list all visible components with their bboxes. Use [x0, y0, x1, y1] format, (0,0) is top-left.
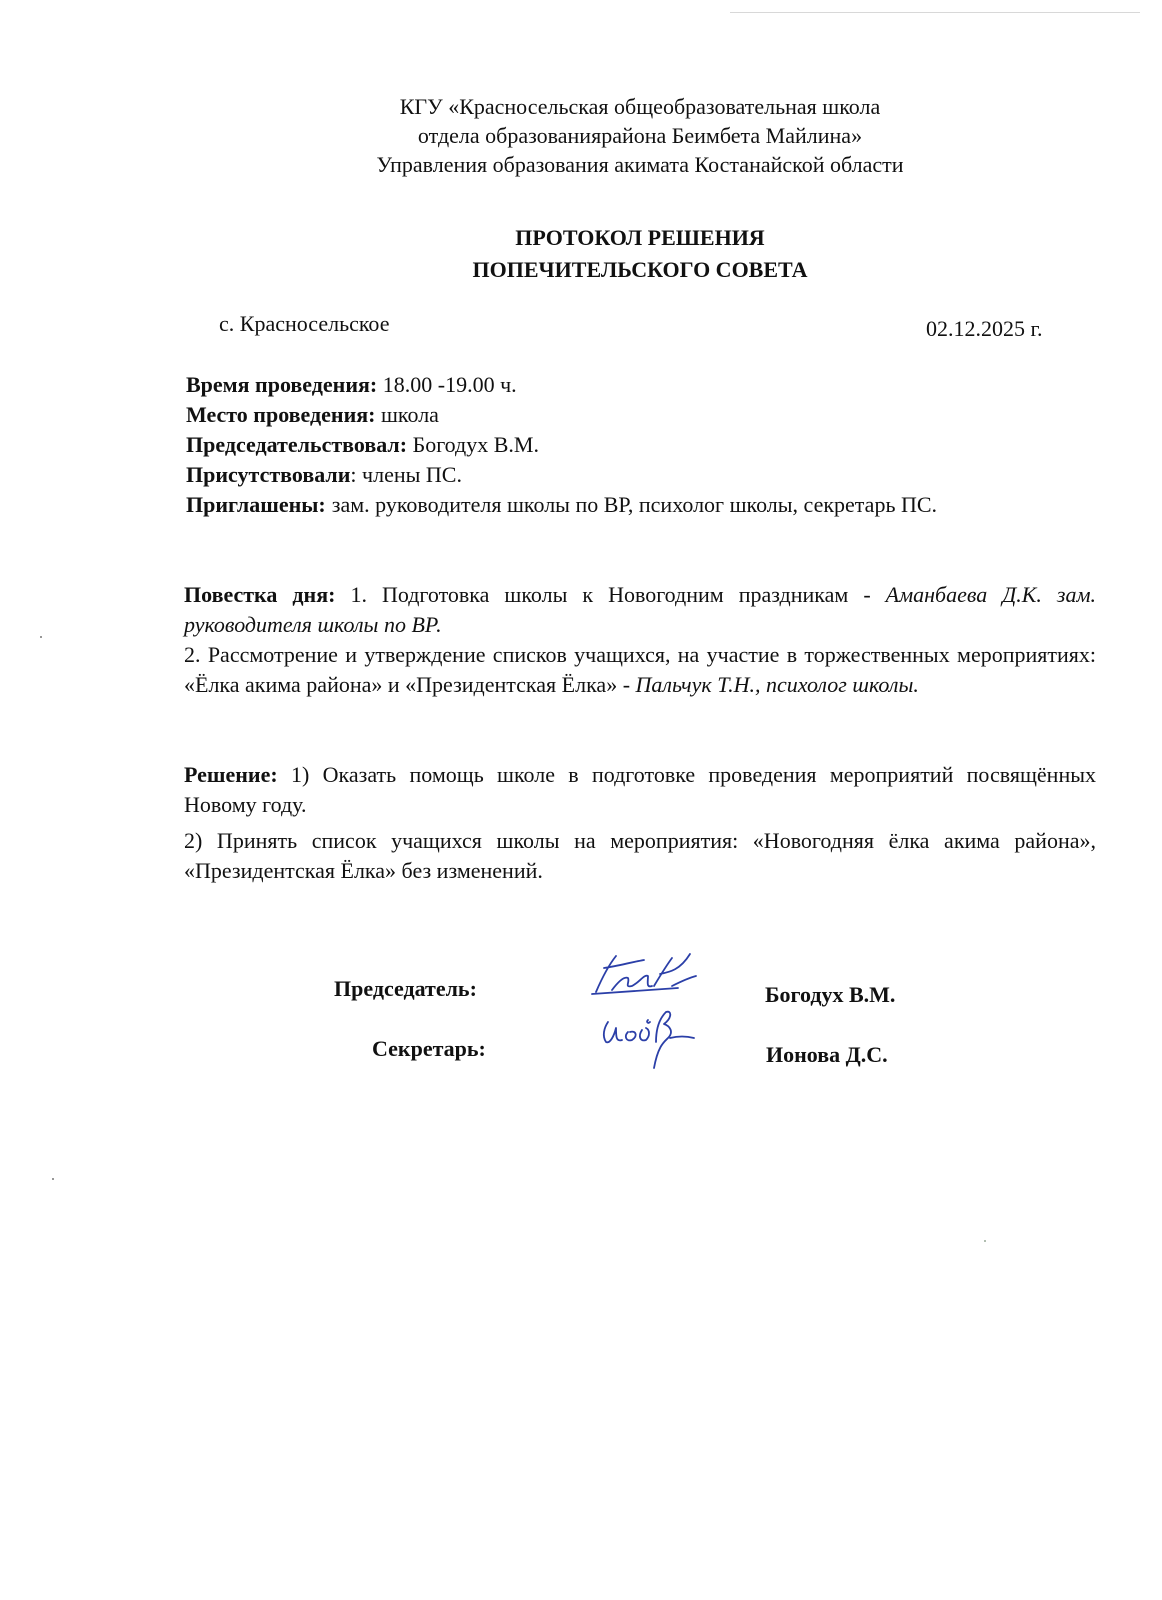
scan-speck — [52, 1178, 54, 1180]
invited-row — [186, 490, 1066, 520]
secretary-signature-name: Ионова Д.С. — [766, 1042, 888, 1067]
present-row — [186, 460, 1066, 490]
document-title — [340, 222, 940, 286]
secretary-signature-label: Секретарь: — [372, 1036, 486, 1061]
agenda-section — [184, 580, 1096, 700]
chair-signature-label: Председатель: — [334, 976, 477, 1001]
time-label: Время проведения: — [186, 372, 378, 397]
invited-label: Приглашены: — [186, 492, 326, 517]
header-line-3: Управления образования акимата Костанайской области — [376, 152, 904, 177]
scan-speck — [40, 636, 42, 638]
agenda-item-1-text: 1. Подготовка школы к Новогодним праздникам - — [335, 582, 886, 607]
location-label: Место проведения: — [186, 402, 376, 427]
secretary-handwritten-signature — [594, 1006, 704, 1076]
chair-value: Богодух В.М. — [407, 432, 539, 457]
document-date: 02.12.2025 г. — [926, 316, 1043, 341]
decision-label: Решение: — [184, 762, 278, 787]
time-row — [186, 370, 1066, 400]
chair-row — [186, 430, 1066, 460]
agenda-item-2-responsible: Пальчук Т.Н., психолог школы. — [635, 672, 919, 697]
present-value: : члены ПС. — [350, 462, 462, 487]
decision-item-2: 2) Принять список учащихся школы на мероприятия: «Новогодняя ёлка акима района», «Президентская Ёлка» без изменений. — [184, 828, 1096, 883]
chair-label: Председательствовал: — [186, 432, 408, 457]
invited-value: зам. руководителя школы по ВР, психолог школы, секретарь ПС. — [331, 492, 938, 517]
agenda-item-1-responsible: Аманбаева Д.К. зам. руководителя школы по ВР. — [184, 582, 1096, 637]
chair-signature-name: Богодух В.М. — [765, 982, 896, 1007]
time-value: 18.00 -19.00 ч. — [377, 372, 517, 397]
location-row — [186, 400, 1066, 430]
header-line-2: отдела образованиярайона Беимбета Майлина» — [417, 123, 863, 148]
present-label: Присутствовали — [186, 462, 351, 487]
meeting-place-village: с. Красносельское — [219, 311, 390, 336]
organization-header — [300, 92, 980, 179]
agenda-item-2 — [184, 640, 1096, 700]
agenda-label: Повестка дня: — [184, 582, 336, 607]
agenda-item-1 — [184, 580, 1096, 640]
scan-edge-line — [730, 12, 1140, 13]
location-value: школа — [375, 402, 439, 427]
agenda-item-2-text: 2. Рассмотрение и утверждение списков учащихся, на участие в торжественных мероприятиях: «Ёлка акима района» и «Президентская Ёлка» - — [184, 642, 1096, 697]
header-line-1: КГУ «Красносельская общеобразовательная школа — [399, 94, 881, 119]
title-line-2: ПОПЕЧИТЕЛЬСКОГО СОВЕТА — [472, 257, 808, 282]
decision-item-1-text: 1) Оказать помощь школе в подготовке проведения мероприятий посвящённых Новому году. — [184, 762, 1096, 817]
meeting-details — [186, 370, 1066, 520]
decision-item-1 — [184, 760, 1096, 820]
chair-handwritten-signature — [588, 948, 708, 1000]
decision-section — [184, 760, 1096, 892]
scan-speck — [984, 1240, 986, 1242]
title-line-1: ПРОТОКОЛ РЕШЕНИЯ — [515, 225, 765, 250]
